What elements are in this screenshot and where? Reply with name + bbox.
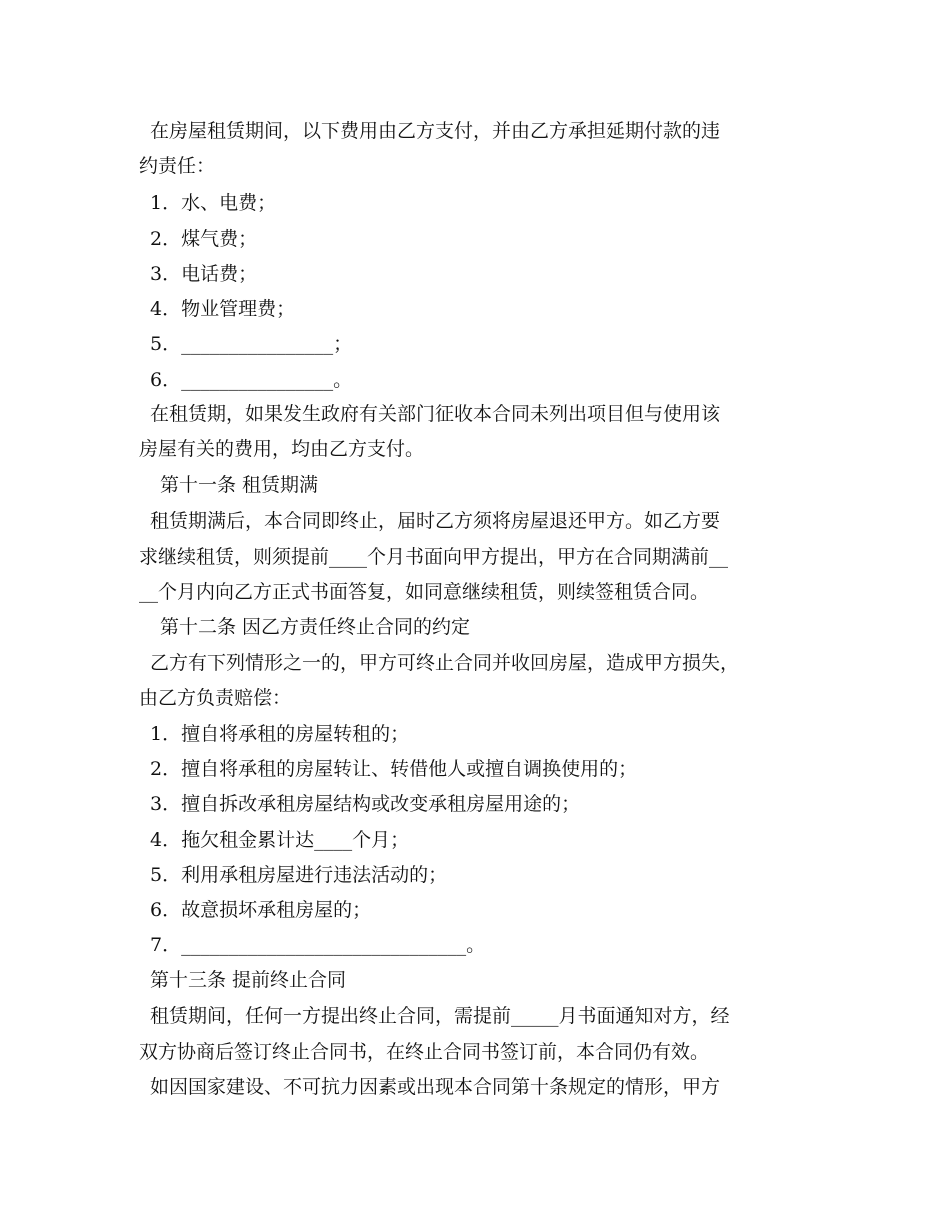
list-item: 3．电话费； [150, 263, 258, 285]
text-line: 租赁期间，任何一方提出终止合同，需提前_____月书面通知对方，经 [150, 1005, 730, 1027]
list-item: 2．擅自将承租的房屋转让、转借他人或擅自调换使用的； [150, 758, 638, 780]
text-line: 约责任： [139, 155, 216, 177]
list-item: 4．物业管理费； [150, 298, 296, 320]
list-item: 2．煤气费； [150, 228, 258, 250]
list-item: 5．________________； [150, 333, 353, 355]
text-line: 乙方有下列情形之一的，甲方可终止合同并收回房屋，造成甲方损失， [150, 652, 740, 674]
text-line: 双方协商后签订终止合同书，在终止合同书签订前，本合同仍有效。 [139, 1041, 710, 1063]
section-heading: 第十二条 因乙方责任终止合同的约定 [160, 616, 471, 638]
list-item: 4．拖欠租金累计达____个月； [150, 829, 410, 851]
section-heading: 第十一条 租赁期满 [160, 474, 319, 496]
list-item: 7．______________________________。 [150, 934, 486, 956]
list-item: 6．________________。 [150, 369, 353, 391]
list-item: 5．利用承租房屋进行违法活动的； [150, 864, 448, 886]
text-line: __个月内向乙方正式书面答复，如同意继续租赁，则续签租赁合同。 [139, 581, 710, 603]
list-item: 3．擅自拆改承租房屋结构或改变承租房屋用途的； [150, 793, 581, 815]
text-line: 由乙方负责赔偿： [139, 687, 292, 709]
list-item: 6．故意损坏承租房屋的； [150, 899, 372, 921]
text-line: 如因国家建设、不可抗力因素或出现本合同第十条规定的情形，甲方 [150, 1076, 721, 1098]
section-heading: 第十三条 提前终止合同 [150, 969, 347, 991]
text-line: 在房屋租赁期间，以下费用由乙方支付，并由乙方承担延期付款的违 [150, 120, 721, 142]
list-item: 1．擅自将承租的房屋转租的； [150, 723, 410, 745]
text-line: 在租赁期，如果发生政府有关部门征收本合同未列出项目但与使用该 [150, 403, 721, 425]
text-line: 求继续租赁，则须提前____个月书面向甲方提出，甲方在合同期满前__ [139, 546, 729, 568]
text-line: 租赁期满后，本合同即终止，届时乙方须将房屋退还甲方。如乙方要 [150, 510, 721, 532]
text-line: 房屋有关的费用，均由乙方支付。 [139, 438, 425, 460]
list-item: 1．水、电费； [150, 192, 277, 214]
